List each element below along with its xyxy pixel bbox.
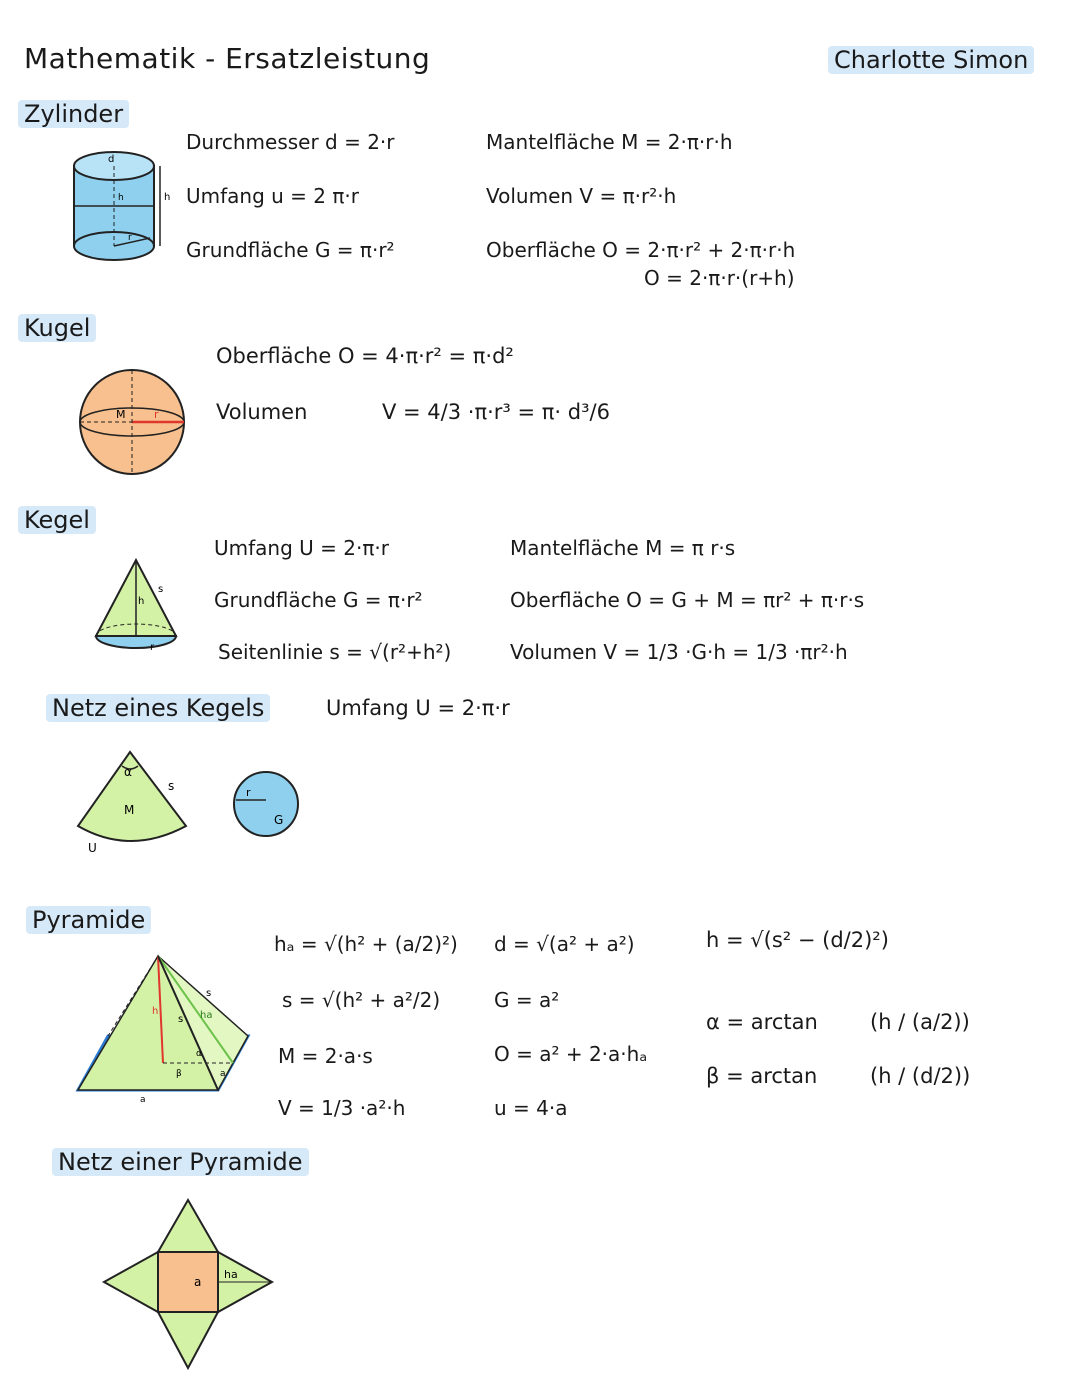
kegelnetz-label-r: r xyxy=(246,786,251,799)
page-title: Mathematik - Ersatzleistung xyxy=(24,42,431,75)
kegel-grundflaeche: Grundfläche G = π·r² xyxy=(214,588,423,612)
kegelnetz-label-G: G xyxy=(274,813,284,827)
kugel-oberflaeche: Oberfläche O = 4·π·r² = π·d² xyxy=(216,344,514,368)
kegelnetz-figure xyxy=(70,744,310,856)
zylinder-umfang: Umfang u = 2 π·r xyxy=(186,184,359,208)
kegel-label-r: r xyxy=(150,642,155,653)
pyramide-figure xyxy=(74,950,254,1105)
zylinder-figure xyxy=(60,148,190,268)
kegel-mantel: Mantelfläche M = π r·s xyxy=(510,536,736,560)
kegelnetz-heading: Netz eines Kegels xyxy=(46,694,270,722)
pyramide-beta-label: β = arctan xyxy=(706,1064,818,1088)
zylinder-label-r: r xyxy=(128,233,132,243)
pyramide-beta-frac: (h / (d/2)) xyxy=(870,1064,971,1088)
pyramide-label-beta: β xyxy=(176,1069,182,1079)
zylinder-durchmesser: Durchmesser d = 2·r xyxy=(186,130,395,154)
pyramide-u: u = 4·a xyxy=(494,1096,568,1120)
kugel-label-M: M xyxy=(116,408,126,421)
kegel-label-h: h xyxy=(138,596,145,607)
pyramide-label-a2: a xyxy=(220,1069,226,1079)
kegel-figure xyxy=(88,556,188,660)
zylinder-oberflaeche-2: O = 2·π·r·(r+h) xyxy=(644,266,795,290)
kegelnetz-label-M: M xyxy=(124,803,135,817)
kegelnetz-label-alpha: α xyxy=(124,765,132,779)
pyramide-label-s2: s xyxy=(206,988,212,999)
kegel-volumen: Volumen V = 1/3 ·G·h = 1/3 ·πr²·h xyxy=(510,640,848,664)
zylinder-volumen: Volumen V = π·r²·h xyxy=(486,184,677,208)
pyramide-d: d = √(a² + a²) xyxy=(494,932,635,956)
pyramidennetz-heading: Netz einer Pyramide xyxy=(52,1148,309,1176)
pyramide-label-a: a xyxy=(140,1095,146,1105)
kugel-figure xyxy=(78,368,190,480)
kegelnetz-label-s: s xyxy=(168,779,175,793)
pyramide-label-alpha: α xyxy=(196,1049,202,1059)
pyramide-label-ha: ha xyxy=(200,1010,213,1021)
kegel-heading: Kegel xyxy=(18,506,96,534)
kugel-volumen-label: Volumen xyxy=(216,400,308,424)
kegelnetz-label-U: U xyxy=(88,841,97,855)
pyramidennetz-figure xyxy=(100,1196,280,1376)
kegelnetz-umfang: Umfang U = 2·π·r xyxy=(326,696,510,720)
pyramide-h: h = √(s² − (d/2)²) xyxy=(706,928,889,952)
kegel-oberflaeche: Oberfläche O = G + M = πr² + π·r·s xyxy=(510,588,865,612)
pyramide-M: M = 2·a·s xyxy=(278,1044,373,1068)
pyramide-label-h: h xyxy=(152,1006,159,1017)
pyramide-heading: Pyramide xyxy=(26,906,151,934)
kegel-seitenlinie: Seitenlinie s = √(r²+h²) xyxy=(218,640,452,664)
pyramide-ha: hₐ = √(h² + (a/2)²) xyxy=(274,932,458,956)
pyramide-s: s = √(h² + a²/2) xyxy=(282,988,441,1012)
zylinder-grundflaeche: Grundfläche G = π·r² xyxy=(186,238,395,262)
zylinder-label-d: d xyxy=(108,154,115,165)
kugel-heading: Kugel xyxy=(18,314,96,342)
pyramide-V: V = 1/3 ·a²·h xyxy=(278,1096,406,1120)
kegel-umfang: Umfang U = 2·π·r xyxy=(214,536,389,560)
zylinder-heading: Zylinder xyxy=(18,100,129,128)
kugel-label-r: r xyxy=(154,408,159,421)
pyramidennetz-label-ha: ha xyxy=(224,1268,238,1281)
pyramide-O: O = a² + 2·a·hₐ xyxy=(494,1042,648,1066)
pyramide-alpha-label: α = arctan xyxy=(706,1010,818,1034)
zylinder-oberflaeche-1: Oberfläche O = 2·π·r² + 2·π·r·h xyxy=(486,238,796,262)
pyramide-label-s: s xyxy=(178,1014,184,1025)
zylinder-label-h: h xyxy=(118,193,124,203)
zylinder-mantel: Mantelfläche M = 2·π·r·h xyxy=(486,130,733,154)
kugel-volumen: V = 4/3 ·π·r³ = π· d³/6 xyxy=(382,400,610,424)
pyramide-G: G = a² xyxy=(494,988,560,1012)
zylinder-label-h-side: h xyxy=(164,192,171,203)
author-name: Charlotte Simon xyxy=(828,46,1034,74)
pyramide-alpha-frac: (h / (a/2)) xyxy=(870,1010,970,1034)
pyramidennetz-label-a: a xyxy=(194,1275,202,1289)
kegel-label-s: s xyxy=(158,584,164,595)
